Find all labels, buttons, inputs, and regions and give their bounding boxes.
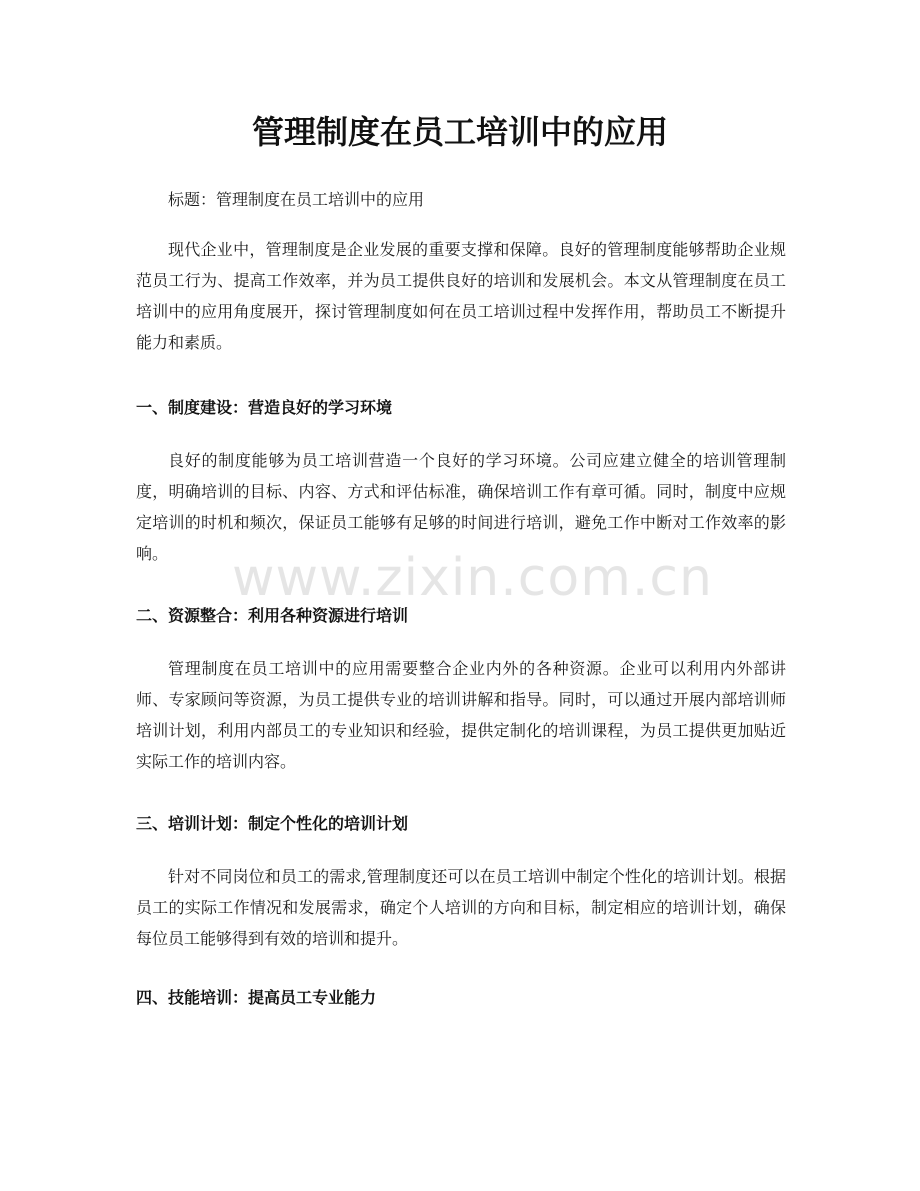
subtitle-line: 标题：管理制度在员工培训中的应用 [168,190,425,209]
section-body-2: 管理制度在员工培训中的应用需要整合企业内外的各种资源。企业可以利用内外部讲师、专家顾问等资源，为员工提供专业的培训讲解和指导。同时，可以通过开展内部培训师培训计划，利用内部员工的专业知识和经验，提供定制化的培训课程，为员工提供更加贴近实际工作的培训内容。 [136,659,786,771]
section-heading-4: 四、技能培训：提高员工专业能力 [136,988,377,1007]
section-body-1: 良好的制度能够为员工培训营造一个良好的学习环境。公司应建立健全的培训管理制度，明确培训的目标、内容、方式和评估标准，确保培训工作有章可循。同时，制度中应规定培训的时机和频次，保证员工能够有足够的时间进行培训，避免工作中断对工作效率的影响。 [136,451,786,563]
section-heading-1: 一、制度建设：营造良好的学习环境 [136,398,393,417]
intro-paragraph: 现代企业中，管理制度是企业发展的重要支撑和保障。良好的管理制度能够帮助企业规范员工行为、提高工作效率，并为员工提供良好的培训和发展机会。本文从管理制度在员工培训中的应用角度展开，探讨管理制度如何在员工培训过程中发挥作用，帮助员工不断提升能力和素质。 [136,240,786,352]
section-body-3: 针对不同岗位和员工的需求,管理制度还可以在员工培训中制定个性化的培训计划。根据员工的实际工作情况和发展需求，确定个人培训的方向和目标，制定相应的培训计划，确保每位员工能够得到有效的培训和提升。 [136,867,786,948]
page-title: 管理制度在员工培训中的应用 [251,113,668,151]
section-heading-2: 二、资源整合：利用各种资源进行培训 [136,606,409,625]
watermark-text: www.zixin.com.cn [232,548,713,608]
section-heading-3: 三、培训计划：制定个性化的培训计划 [136,814,409,833]
